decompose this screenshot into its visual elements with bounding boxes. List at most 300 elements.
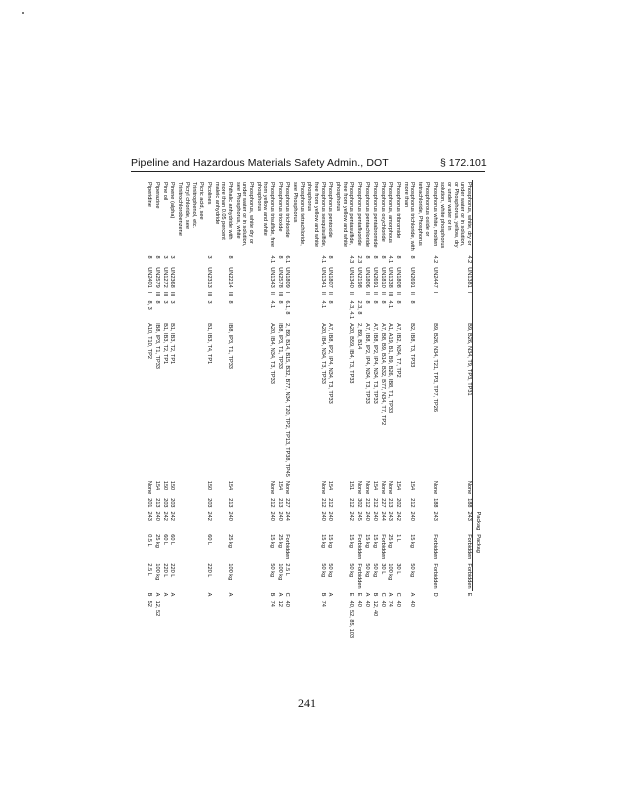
table-cell-pg: III [276,291,283,297]
table-cell-qty2: 2.5 L [284,563,291,576]
table-cell-special: A7, IB8, IP2, IP4, N34, T3, TP33 [327,323,334,404]
rotated-hazmat-table [130,180,482,640]
header-rule [131,171,485,172]
table-cell-pg: II [379,291,386,295]
table-cell-cls [190,253,204,265]
table-row [402,180,416,640]
table-cell-bulk [190,510,204,533]
table-cell-label [430,298,438,321]
table-cell-exc: 154 [276,480,283,491]
table-cell-other: 40 [364,600,370,607]
table-cell-special: IB8, IP3, T1, TP33 [276,323,283,369]
table-cell-special: B9, B26, N34, T21, TP3, TP7, TP26 [431,323,438,412]
table-cell-bulk [176,510,190,533]
table-cell-exc [416,479,430,496]
table-cell-other [160,599,168,640]
table-cell-label: 8 [409,300,416,304]
table-cell-exc [176,479,190,496]
table-cell-cls [291,253,305,265]
table-cell-qty2: Forbidden [356,563,363,589]
table-cell-label: 3 [205,300,212,304]
table-cell-id [291,265,305,290]
table-cell-exc [233,479,254,496]
table-cell-bulk: 240 [371,511,378,521]
column-header [473,479,482,496]
table-cell-qty2: 50 kg [371,563,378,578]
table-cell-qty2: 50 kg [364,563,370,578]
table-cell-qty2: 50 kg [409,563,416,578]
table-cell-pg [416,290,430,299]
table-cell-other: 40 [379,600,386,607]
table-cell-label: 3 [169,300,176,304]
table-row [153,180,161,640]
table-row [438,180,473,640]
table-cell-special: IB8, IP3, T1, TP33 [153,323,160,369]
table-cell-exc: 150 [161,480,168,491]
table-cell-other [438,599,473,640]
table-cell-qty2 [416,561,430,590]
table-cell-label: 8 [364,300,370,304]
table-cell-pg [176,290,190,299]
table-cell-desc: Phosphorus pentafluoride [356,182,363,246]
table-cell-stow: A [387,592,394,597]
table-cell-bulk: 242 [395,511,402,521]
table-cell-bulk: 240 [409,511,416,521]
table-cell-stow [190,591,204,599]
table-cell-bulk: 240 [276,511,283,521]
table-cell-bulk: 244 [379,511,386,521]
table-cell-desc: Phosphorus tribromide [395,182,402,239]
table-cell-label: 8 [327,300,334,304]
table-cell-stow: D [431,592,438,597]
table-cell-cls: 3 [205,255,212,259]
table-cell-pg: II [268,291,275,295]
table-cell-desc: Phosphorus pentachloride [364,182,370,247]
table-cell-qty2: 220 L [161,563,168,578]
table-cell-label [176,298,190,321]
table-cell-qty2: 220 L [169,563,176,578]
table-cell-id: UN1340 [348,267,355,288]
table-cell-qty2 [190,561,204,590]
table-cell-special: A20, IB4, N34, T3, TP33 [268,323,275,384]
table-cell-other: 40, 52, 85, 103 [348,600,355,638]
table-cell-bulk [233,510,254,533]
table-cell-nonbulk [176,496,190,509]
table-cell-qty2: 50 kg [327,563,334,578]
table-cell-qty1: 15 kg [409,534,416,548]
table-cell-special: A7, IB8, IP2, IP4, N34, T3, TP33 [371,323,378,404]
table-cell-stow [291,591,305,599]
column-header [473,290,482,299]
table-cell-nonbulk: 188 [465,498,472,508]
table-cell-exc: 154 [395,480,402,491]
table-cell-qty1: 15 kg [348,534,355,548]
table-cell-special: IB8, IP3, T1, TP33 [226,323,233,369]
table-cell-pg: I [284,291,291,294]
table-cell-stow: E [466,592,473,597]
table-row [371,180,379,640]
table-cell-pg [291,290,305,299]
table-cell-desc: Pinene (alpha) [169,182,176,219]
table-cell-exc: None [319,480,326,495]
table-cell-qty2: 50 kg [348,563,355,578]
table-cell-stow: B [319,592,326,597]
table-cell-qty1: 25 kg [276,534,283,548]
table-cell-id: UN2368 [169,267,176,288]
table-cell-desc: Phosphorus white, molten [431,182,438,247]
table-cell-id: UN2691 [371,267,378,288]
table-row [386,180,394,640]
table-row [205,180,213,640]
table-cell-nonbulk: 212 [409,498,416,508]
table-cell-pg: II [327,291,334,295]
table-cell-label: 4.1 [319,300,326,309]
table-cell-bulk: 240 [327,511,334,521]
table-cell-qty2: 220 L [205,563,212,578]
table-cell-pg: III [205,291,212,297]
table-cell-special: A1, A19, B1, B9, B26, IB8, T1, TP33 [387,323,394,414]
table-cell-label [291,298,305,321]
table-cell-exc: 154 [153,480,160,491]
table-cell-nonbulk: 213 [387,498,394,508]
table-cell-other: 12 [276,600,283,607]
table-cell-id: UN1810 [379,267,386,288]
table-row [378,180,386,640]
table-cell-stow: A [327,592,334,597]
table-cell-cls: 8 [379,255,386,259]
table-cell-desc: Phosphorus sesquisulfide, free from yellow and white phosphorus [306,182,326,248]
table-cell-desc: Phosphorous oxide or tetrachloride, Phosphorus [417,182,430,246]
table-cell-stow: C [284,592,291,597]
table-cell-special: B1, IB3, T2, TP1 [169,323,176,365]
table-cell-nonbulk: 212 [371,498,378,508]
column-header [473,253,482,265]
table-cell-cls: 8 [327,255,334,259]
table-cell-qty1: 60 L [161,534,168,546]
table-cell-desc: Phthalic anhydride with more than 0.05 percent maleic anhydride [213,182,233,240]
table-cell-qty1: Forbidden [379,534,386,560]
table-cell-desc: Pine oil [161,182,168,201]
table-cell-exc: None [465,480,472,495]
table-cell-qty1: 25 kg [226,534,233,548]
table-cell-stow: B [146,592,152,597]
table-cell-other [176,599,190,640]
table-cell-bulk: 240 [226,511,233,521]
table-cell-nonbulk: 212 [319,498,326,508]
table-cell-special: 2, B9, B14, B15, B32, B77, N34, T20, TP2, TP13, TP38, TP45 [284,323,291,477]
table-cell-nonbulk: 188 [431,498,438,508]
table-cell-label: 8 [276,300,283,304]
table-cell-exc: 154 [226,480,233,491]
table-cell-nonbulk [291,496,305,509]
table-cell-bulk: 242 [161,511,168,521]
table-row [254,180,275,640]
table-cell-special: B1, IB3, T2, TP1 [161,323,168,365]
table-cell-qty2: 50 kg [268,563,275,578]
table-cell-pg: II [348,291,355,295]
table-cell-pg: I [146,291,152,294]
table-cell-qty1: 15 kg [268,534,275,548]
table-cell-special: A20, IB4, N34, T3, TP33 [319,323,326,384]
table-cell-stow: A [205,592,212,597]
table-cell-nonbulk: 203 [161,498,168,508]
table-cell-pg: III [387,291,394,297]
table-cell-qty1: Forbidden [284,534,291,560]
table-cell-id: UN1809 [284,267,291,288]
table-cell-qty1: 1 L [395,534,402,542]
table-cell-label: 8 [226,300,233,304]
table-cell-other: 12, 40 [371,600,378,617]
table-cell-desc: Phosphorus trisulfide, free from yellow and white phosphorus [255,182,275,247]
table-cell-pg [355,290,363,299]
table-cell-label: 6.1, 8 [284,300,291,315]
table-cell-id: UN2578 [276,267,283,288]
table-row [233,180,254,640]
table-cell-cls: 2.3 [356,255,363,264]
table-cell-nonbulk: 213 [226,498,233,508]
table-cell-cls: 4.2 [431,255,438,264]
scan-speck [22,12,24,14]
table-cell-qty2: 100 kg [226,563,233,581]
table-cell-stow: A [364,592,370,597]
table-cell-cls: 8 [276,255,283,259]
table-cell-exc: None [379,480,386,495]
table-cell-bulk: 240 [319,511,326,521]
table-cell-special [416,321,430,479]
table-row [430,180,438,640]
table-cell-desc: Piperidine [146,182,152,207]
table-body [145,180,473,640]
table-cell-pg: I [465,291,472,294]
table-cell-bulk: 244 [284,511,291,521]
table-cell-cls [176,253,190,265]
table-cell-id: UN2447 [431,267,438,288]
table-cell-nonbulk: 212 [327,498,334,508]
table-header-row [473,180,482,640]
table-cell-id: UN2214 [226,267,233,288]
table-cell-exc: None [431,480,438,495]
table-cell-other: 40 [395,600,402,607]
table-cell-desc: Phosphorus, amorphous [387,182,394,243]
table-cell-id: UN1343 [268,267,275,288]
table-cell-pg: II [371,291,378,295]
table-cell-stow: E [356,592,363,597]
table-row [363,180,371,640]
table-cell-cls: 4.3 [348,255,355,264]
table-cell-exc: None [268,480,275,495]
table-row [212,180,233,640]
table-cell-special: B9, B26, N34, T9, TP3, TP31 [465,323,472,396]
table-cell-special [176,321,190,479]
table-cell-bulk [416,510,430,533]
table-cell-cls: 4.2 [465,255,472,264]
running-header-title: Pipeline and Hazardous Materials Safety Admin., DOT [131,157,389,169]
table-cell-id: UN2401 [146,267,152,288]
table-cell-label: 4.1 [268,300,275,309]
table-cell-pg [233,290,254,299]
table-cell-nonbulk: 212 [268,498,275,508]
table-cell-desc: Phosphorus pentasulfide, free from yellow and white phosphorus [335,182,355,247]
table-cell-label: 4.1 [387,300,394,309]
table-cell-id [233,265,254,290]
table-cell-special: A7, B8, B9, B14, B32, B77, N34, T7, TP2 [379,323,386,426]
table-cell-nonbulk: 202 [395,498,402,508]
table-cell-nonbulk: 212 [348,498,355,508]
column-header [473,561,482,590]
table-cell-label [416,298,430,321]
table-cell-cls [233,253,254,265]
table-cell-other [291,599,305,640]
table-cell-nonbulk: 213 [153,498,160,508]
table-cell-label: 2.3, 8 [356,300,363,315]
table-cell-cls: 8 [371,255,378,259]
table-cell-pg: II [319,291,326,295]
table-cell-stow [416,591,430,599]
table-cell-exc: None [387,480,394,495]
table-cell-id [176,265,190,290]
column-header [473,298,482,321]
table-cell-id: UN1807 [327,267,334,288]
table-cell-stow: A [153,592,160,597]
table-cell-cls: 8 [153,255,160,259]
table-cell-other [326,599,334,640]
table-cell-nonbulk [416,496,430,509]
table-row [291,180,305,640]
table-cell-special: A7, IB2, N34, T7, TP2 [395,323,402,378]
table-cell-nonbulk: 203 [205,498,212,508]
table-cell-desc: Phosphorus trichloride [284,182,291,238]
table-cell-exc: 151 [348,480,355,491]
table-cell-id: UN1338 [387,267,394,288]
table-cell-nonbulk: 212 [364,498,370,508]
column-header [473,496,482,509]
column-header: Packag [473,510,482,533]
table-cell-bulk: 240 [364,511,370,521]
table-cell-desc: Phosphorus, white dry or under water or in solution, see Phosphorus, white [234,182,254,247]
table-cell-qty1: 60 L [169,534,176,546]
table-cell-other [168,599,176,640]
table-cell-id: UN1381 [465,267,472,288]
table-cell-cls: 8 [364,255,370,259]
table-cell-label: 8 [379,300,386,304]
column-header [473,180,482,253]
table-cell-qty1: 15 kg [319,534,326,548]
table-cell-desc: Picryl chloride, see Trinitrochlorobenzene [177,182,190,236]
table-cell-pg: II [409,291,416,295]
table-cell-exc: 154 [409,480,416,491]
table-cell-stow [176,591,190,599]
table-cell-qty2: 100 kg [153,563,160,581]
table-cell-bulk: 243 [465,511,472,521]
table-cell-bulk: 242 [348,511,355,521]
table-cell-other [430,599,438,640]
table-cell-desc: Phosphorus pentoxide [327,182,334,238]
table-row [305,180,326,640]
table-cell-cls: 8 [146,255,152,259]
table-cell-nonbulk: 203 [169,498,176,508]
table-cell-cls: 4.1 [387,255,394,264]
table-cell-cls: 8 [395,255,402,259]
table-cell-qty2: 30 L [379,563,386,575]
table-row [176,180,190,640]
table-cell-qty1 [291,532,305,561]
table-cell-id: UN1341 [319,267,326,288]
table-cell-other: 74 [387,600,394,607]
table-cell-other [190,599,204,640]
table-cell-desc: Phosphorus trichloride, with more than [402,182,416,251]
table-cell-stow: A [161,592,168,597]
table-cell-qty1: 25 kg [387,534,394,548]
table-cell-nonbulk: 201 [146,498,152,508]
table-cell-qty1: Forbidden [465,534,472,560]
table-cell-nonbulk: 227 [379,498,386,508]
table-cell-qty2 [176,561,190,590]
column-header [473,265,482,290]
table-cell-bulk [291,510,305,533]
table-cell-pg: III [169,291,176,297]
table-cell-qty1: 15 kg [327,534,334,548]
table-row [283,180,291,640]
table-cell-label [438,298,473,321]
table-cell-nonbulk [190,496,204,509]
table-cell-exc: None [146,480,152,495]
table-cell-label [233,298,254,321]
hazmat-table [145,180,482,640]
table-cell-exc: None [284,480,291,495]
table-cell-qty1: Forbidden [356,534,363,560]
table-row [160,180,168,640]
table-row [334,180,355,640]
table-cell-qty1: 25 kg [153,534,160,548]
table-cell-special [291,321,305,479]
table-cell-special: B1, IB3, T4, TP1 [205,323,212,365]
running-header-section: § 172.101 [440,157,487,169]
table-cell-other: 40 [409,600,416,607]
table-cell-desc: Phosphorus pentabromide [371,182,378,248]
table-cell-qty1 [190,532,204,561]
table-cell-stow: B [268,592,275,597]
table-row [145,180,153,640]
table-cell-bulk: 240 [153,511,160,521]
table-cell-stow: A [276,592,283,597]
table-cell-label: 3 [161,300,168,304]
table-cell-bulk: 243 [431,511,438,521]
table-cell-id: UN1808 [395,267,402,288]
table-cell-qty1 [416,532,430,561]
table-cell-desc: Phosphorus, white, dry or under water or in solution, or Phosphorus, yellow, dry or under water or in solution, white phosphorus [439,182,472,249]
table-cell-desc: Picolines [205,182,212,205]
table-cell-other: 40 [284,600,291,607]
table-row [168,180,176,640]
table-cell-exc: 150 [205,480,212,491]
table-cell-pg: II [395,291,402,295]
table-cell-qty2 [291,561,305,590]
table-row [275,180,283,640]
table-cell-stow: A [169,592,176,597]
table-cell-desc: Picric acid, see Trinitrophenol, etc. [191,182,205,229]
table-cell-exc: 154 [371,480,378,491]
table-cell-label: 8 [395,300,402,304]
table-cell-qty1: 15 kg [371,534,378,548]
table-cell-pg: II [364,291,370,295]
table-cell-cls: 8 [226,255,233,259]
table-cell-cls: 3 [161,255,168,259]
table-cell-id: UN2198 [356,267,363,288]
table-row [190,180,204,640]
table-cell-desc: Phosphorus oxychloride [379,182,386,242]
table-cell-bulk: 242 [205,511,212,521]
table-cell-special: A20, B59, IB4, T3, TP33 [348,323,355,384]
